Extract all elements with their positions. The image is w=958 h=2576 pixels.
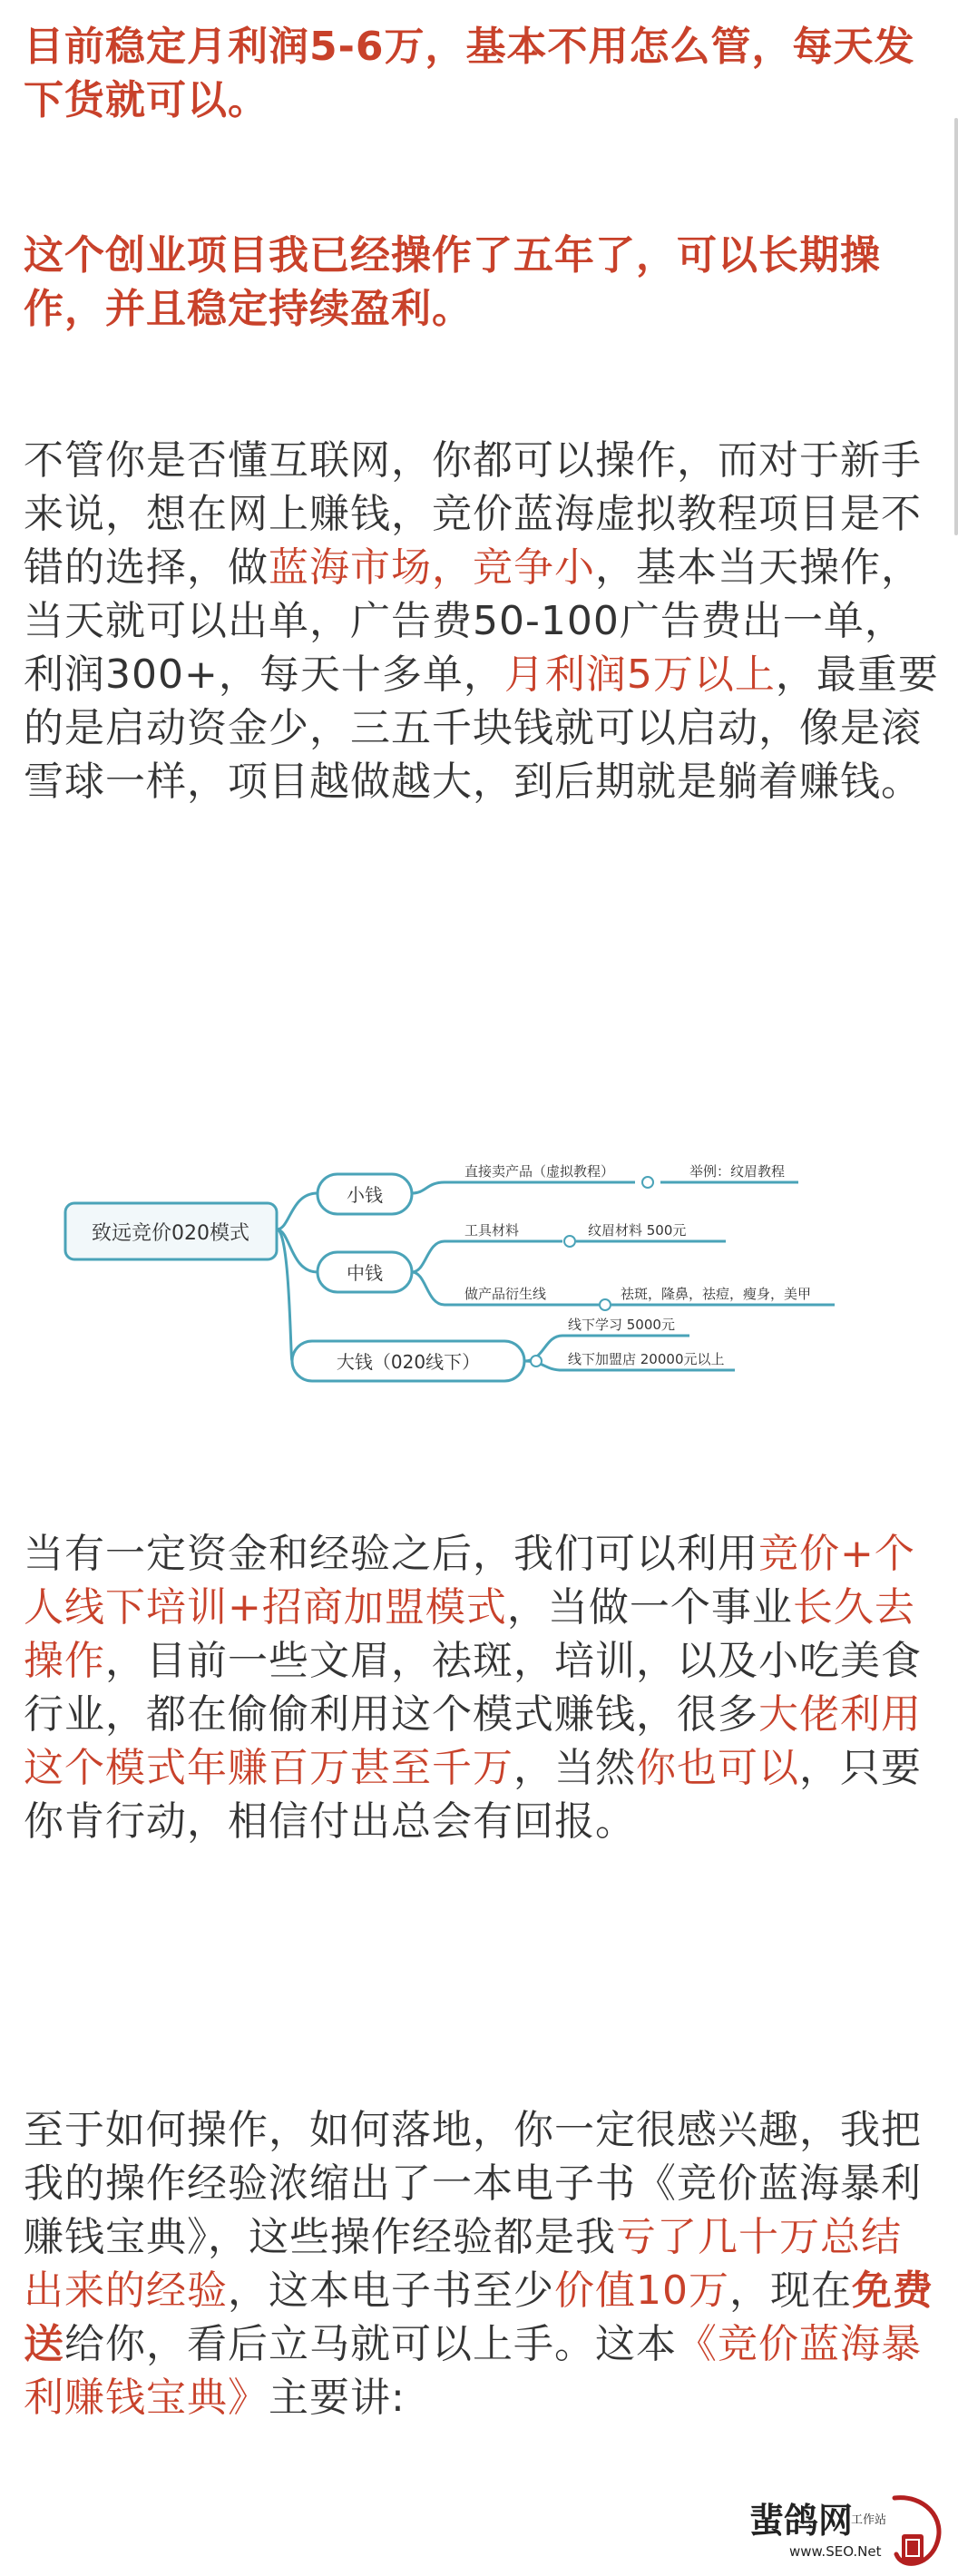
ebook-highlight-loss: 亏了几十万总结出来的经验 [24,2214,902,2314]
watermark-logo [742,2491,951,2572]
mindmap-mid-a: 工具材料 [464,1222,520,1239]
ebook-text-a: 至于如何操作，如何落地，你一定很感兴趣，我把我的操作经验浓缩出了一本电子书《竞价蓝海暴利赚钱宝典》，这些操作经验都是我 [24,2107,922,2260]
model-text-e: ，目前一些文眉，祛斑，培训，以及小吃美食行业，都在偷偷利用这个模式赚钱，很多 [24,1638,922,1738]
experience-text: 这个创业项目我已经操作了五年了，可以长期操作，并且稳定持续盈利。 [24,232,881,332]
mindmap-diagram [0,1089,958,1479]
mindmap-mid-label: 中钱 [347,1262,383,1284]
paragraph-model [24,1527,940,1848]
model-text-a: 当有一定资金和经验之后，我们可以利用 [24,1531,758,1577]
mindmap-dot [600,1299,611,1310]
intro-text-a: 不管你是否懂互联网，你都可以操作，而对于新手来说，想在网上赚钱，竞价蓝海虚拟教程项目是不错的选择，做 [24,437,922,591]
seal-icon [894,2498,939,2564]
mindmap-big-a: 线下学习 5000元 [568,1317,675,1333]
mindmap-link-mid [277,1229,318,1272]
mindmap-dot [531,1356,542,1366]
intro-highlight-blue-ocean: 蓝海市场，竞争小 [269,544,595,591]
paragraph-experience [24,229,940,336]
model-text-c: ，当做一个事业 [506,1584,793,1631]
profit-text: 目前稳定月利润5-6万，基本不用怎么管，每天发下货就可以。 [24,24,915,123]
ebook-highlight-title: 《竞价蓝海暴利赚钱宝典》 [24,2321,922,2421]
ebook-text-e: ，现在 [729,2267,852,2314]
ebook-text-i: 主要讲: [269,2375,406,2421]
mindmap-big-label: 大钱（020线下） [336,1351,481,1373]
intro-text-e: ，最重要的是启动资金少，三五千块钱就可以启动，像是滚雪球一样，项目越做越大，到后期就是躺着赚钱。 [24,651,939,805]
ebook-highlight-free: 免费送 [24,2267,934,2367]
paragraph-profit [24,20,940,127]
mindmap-mid-b2: 祛斑，隆鼻，祛痘，瘦身，美甲 [621,1286,812,1302]
mindmap-small-a: 直接卖产品（虚拟教程） [464,1163,615,1180]
paragraph-intro [24,434,940,808]
mindmap-dot [564,1236,575,1247]
mindmap-dot [642,1177,653,1188]
ebook-text-g: 给你，看后立马就可以上手。这本 [64,2321,677,2367]
model-highlight-big-shots: 大佬利用这个模式年赚百万甚至千万 [24,1691,922,1791]
scrollbar[interactable] [954,118,958,535]
mindmap-big-b: 线下加盟店 20000元以上 [568,1351,725,1367]
model-highlight-you-can: 你也可以 [636,1745,799,1791]
mindmap-link-mid-a [412,1241,562,1272]
model-highlight-mode: 竞价+个人线下培训+招商加盟模式 [24,1531,915,1631]
mindmap-link-small-a [412,1182,635,1193]
ebook-highlight-value: 价值10万 [554,2267,729,2314]
model-text-g: ，当然 [513,1745,636,1791]
watermark-main: 蜚鸽网 [749,2500,854,2541]
mindmap-root-label: 致远竞价020模式 [92,1222,249,1245]
paragraph-ebook [24,2103,940,2424]
watermark-sub: 工作站 [851,2513,887,2527]
intro-text-c: ，基本当天操作，当天就可以出单，广告费50-100广告费出一单，利润300+，每天十多单， [24,544,922,698]
mindmap-mid-b: 做产品衍生线 [464,1286,547,1302]
mindmap-link-small [277,1193,318,1229]
model-text-i: ，只要你肯行动，相信付出总会有回报。 [24,1745,922,1845]
intro-highlight-monthly-profit: 月利润5万以上 [503,651,776,698]
watermark-url: www.SEO.Net [789,2543,882,2560]
ebook-text-c: ，这本电子书至少 [228,2267,554,2314]
mindmap-mid-a2: 纹眉材料 500元 [588,1222,687,1239]
mindmap-small-label: 小钱 [347,1184,383,1206]
mindmap-small-b: 举例：纹眉教程 [689,1163,786,1180]
model-highlight-long-term: 长久去操作 [24,1584,915,1684]
